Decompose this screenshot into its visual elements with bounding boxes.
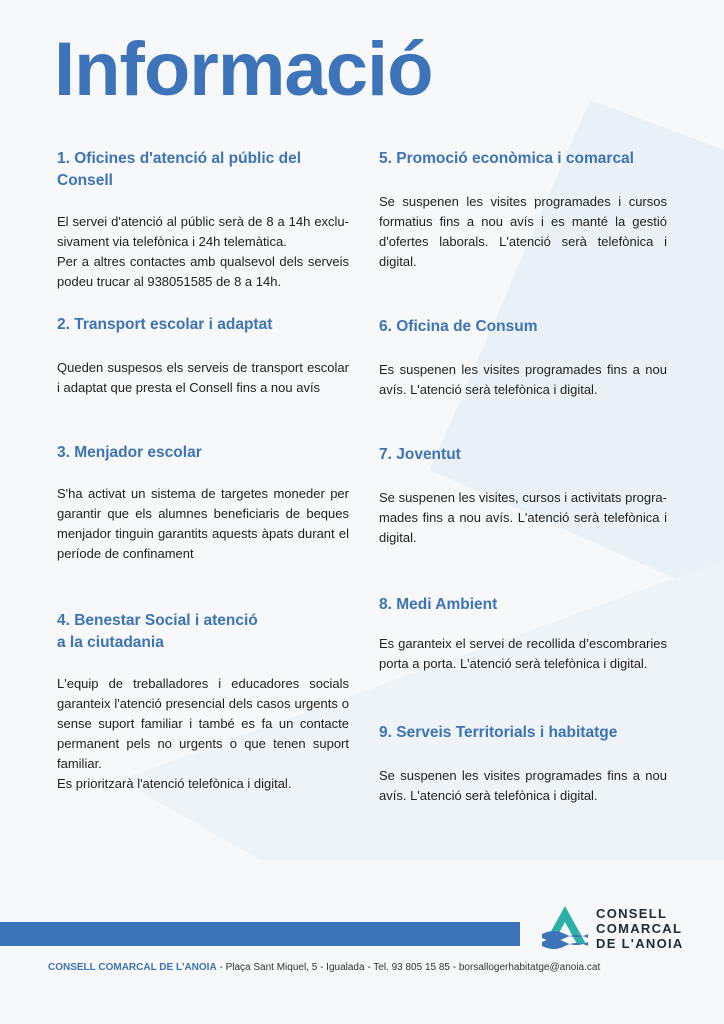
- section-body: Queden suspesos els serveis de transport escolar i adaptat que presta el Consell fins a nou avís: [57, 360, 349, 395]
- footer-accent-bar: [0, 922, 520, 946]
- section-economic-promotion: [379, 148, 667, 272]
- section-transport: [57, 314, 349, 398]
- section-heading: 4. Benestar Social i atenció a la ciutadania: [57, 612, 258, 651]
- section-body: Se suspenen les visites, cursos i activitats progra-mades fins a nou avís. L'atenció serà telefònica i digital.: [379, 490, 667, 545]
- section-body: S'ha activat un sistema de targetes moneder per garantir que els alumnes beneficiaris de beques menjador tinguin garantits aquests àpats durant el període de confinament: [57, 486, 349, 561]
- section-body: Es suspenen les visites programades fins a nou avís. L'atenció serà telefònica i digital.: [379, 362, 667, 397]
- footer-address: [48, 962, 600, 973]
- section-body: Se suspenen les visites programades i cursos formatius fins a nou avís i es manté la gestió d'ofertes laborals. L'atenció serà telefònica i digital.: [379, 194, 667, 269]
- section-heading: 3. Menjador escolar: [57, 444, 202, 461]
- section-body: El servei d'atenció al públic serà de 8 a 14h exclu-sivament via telefònica i 24h telemàtica. Per a altres contactes amb qualsevol dels serveis podeu trucar al 938051585 de 8 a 14h.: [57, 214, 349, 289]
- section-territorial-services: [379, 722, 667, 806]
- consell-comarcal-logo: [540, 900, 700, 956]
- section-heading: 8. Medi Ambient: [379, 596, 498, 613]
- logo-line: DE L'ANOIA: [596, 936, 684, 951]
- section-body: Se suspenen les visites programades fins a nou avís. L'atenció serà telefònica i digital.: [379, 768, 667, 803]
- section-heading: 5. Promoció econòmica i comarcal: [379, 150, 634, 167]
- logo-mountain-icon: [540, 904, 590, 950]
- logo-line: COMARCAL: [596, 921, 683, 936]
- section-environment: [379, 594, 667, 674]
- section-heading: 6. Oficina de Consum: [379, 318, 538, 335]
- section-consumer-office: [379, 316, 667, 400]
- section-offices: [57, 148, 349, 292]
- section-youth: [379, 444, 667, 548]
- footer-org-name: CONSELL COMARCAL DE L'ANOIA: [48, 962, 217, 973]
- section-heading: 2. Transport escolar i adaptat: [57, 316, 273, 333]
- page-title: Informació: [54, 27, 433, 112]
- section-social-welfare: [57, 610, 349, 794]
- section-heading: 9. Serveis Territorials i habitatge: [379, 724, 618, 741]
- section-heading: 1. Oficines d'atenció al públic del Consell: [57, 150, 301, 189]
- section-school-canteen: [57, 442, 349, 564]
- section-body: L'equip de treballadores i educadores socials garanteix l'atenció presencial dels casos urgents o sense suport familiar i també es fa un contacte permanent pels no urgents o que tenen suport familiar. Es prioritzarà l'atenció telefònica i digital.: [57, 676, 349, 791]
- section-body: Es garanteix el servei de recollida d’escombraries porta a porta. L'atenció serà telefònica i digital.: [379, 636, 667, 671]
- section-heading: 7. Joventut: [379, 446, 461, 463]
- logo-line: CONSELL: [596, 906, 668, 921]
- footer-details: - Plaça Sant Miquel, 5 - Igualada - Tel. 93 805 15 85 - borsallogerhabitatge@anoia.cat: [216, 962, 601, 973]
- logo-text: [596, 906, 684, 951]
